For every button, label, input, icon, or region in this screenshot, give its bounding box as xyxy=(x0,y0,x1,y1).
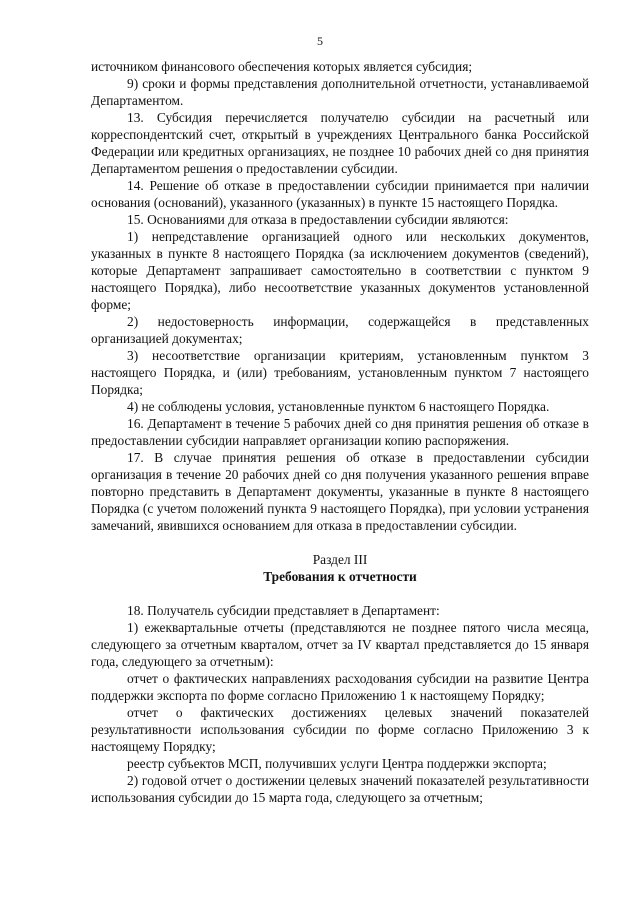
section-label: Раздел III xyxy=(312,552,368,567)
paragraph-14: 14. Решение об отказе в предоставлении субсидии принимается при наличии основания (оснований), указанного (указанных) в пункте 15 настоящего Порядка. xyxy=(91,178,589,210)
paragraph-18-1-a: отчет о фактических направлениях расходования субсидии на развитие Центра поддержки экспорта по форме согласно Приложению 1 к настоящему Порядку; xyxy=(91,671,589,703)
paragraph-13: 13. Субсидия перечисляется получателю субсидии на расчетный или корреспондентский счет, открытый в учреждениях Центрального банка Российской Федерации или кредитных организациях, не позднее 10 рабочих дней со дня принятия Департаментом решения о предоставлении субсидии. xyxy=(91,110,589,176)
paragraphs-after-section xyxy=(91,602,589,806)
document-body xyxy=(91,58,589,806)
paragraph-18-1: 1) ежеквартальные отчеты (представляются не позднее пятого числа месяца, следующего за отчетным кварталом, отчет за IV квартал представляется до 15 января года, следующего за отчетным): xyxy=(91,620,589,669)
section-spacer xyxy=(91,585,589,602)
paragraph-17: 17. В случае принятия решения об отказе в предоставлении субсидии организация в течение 20 рабочих дней со дня получения указанного решения вправе повторно представить в Департамент документы, указанные в пункте 8 настоящего Порядка (с учетом положений пункта 9 настоящего Порядка), при условии устранения замечаний, явившихся основанием для отказа в предоставлении субсидии. xyxy=(91,450,589,533)
paragraph-16: 16. Департамент в течение 5 рабочих дней со дня принятия решения об отказе в предоставлении субсидии направляет организации копию распоряжения. xyxy=(91,416,589,448)
paragraph-18-1-c: реестр субъектов МСП, получивших услуги Центра поддержки экспорта; xyxy=(127,756,547,771)
paragraphs-before-section xyxy=(91,58,589,534)
paragraph-9: 9) сроки и формы представления дополнительной отчетности, устанавливаемой Департаментом. xyxy=(91,76,589,108)
paragraph-15-3: 3) несоответствие организации критериям, установленным пунктом 3 настоящего Порядка, и (или) требованиям, установленным пунктом 7 настоящего Порядка; xyxy=(91,348,589,397)
paragraph-18: 18. Получатель субсидии представляет в Департамент: xyxy=(127,603,440,618)
section-title: Требования к отчетности xyxy=(263,569,417,584)
paragraph-cont: источником финансового обеспечения которых является субсидия; xyxy=(91,59,473,74)
paragraph-18-1-b: отчет о фактических достижениях целевых значений показателей результативности использования субсидии по форме согласно Приложению 3 к настоящему Порядку; xyxy=(91,705,589,754)
paragraph-15-4: 4) не соблюдены условия, установленные пунктом 6 настоящего Порядка. xyxy=(127,399,550,414)
paragraph-15: 15. Основаниями для отказа в предоставлении субсидии являются: xyxy=(127,212,509,227)
paragraph-18-2: 2) годовой отчет о достижении целевых значений показателей результативности использования субсидии до 15 марта года, следующего за отчетным; xyxy=(91,773,589,805)
paragraph-15-1: 1) непредставление организацией одного или нескольких документов, указанных в пункте 8 настоящего Порядка (за исключением документов (сведений), которые Департамент запрашивает самостоятельно в соответствии с пунктом 9 настоящего Порядка), либо несоответствие указанных документов установленной форме; xyxy=(91,229,589,312)
page-number: 5 xyxy=(317,34,323,48)
paragraph-15-2: 2) недостоверность информации, содержащейся в представленных организацией документах; xyxy=(91,314,589,346)
